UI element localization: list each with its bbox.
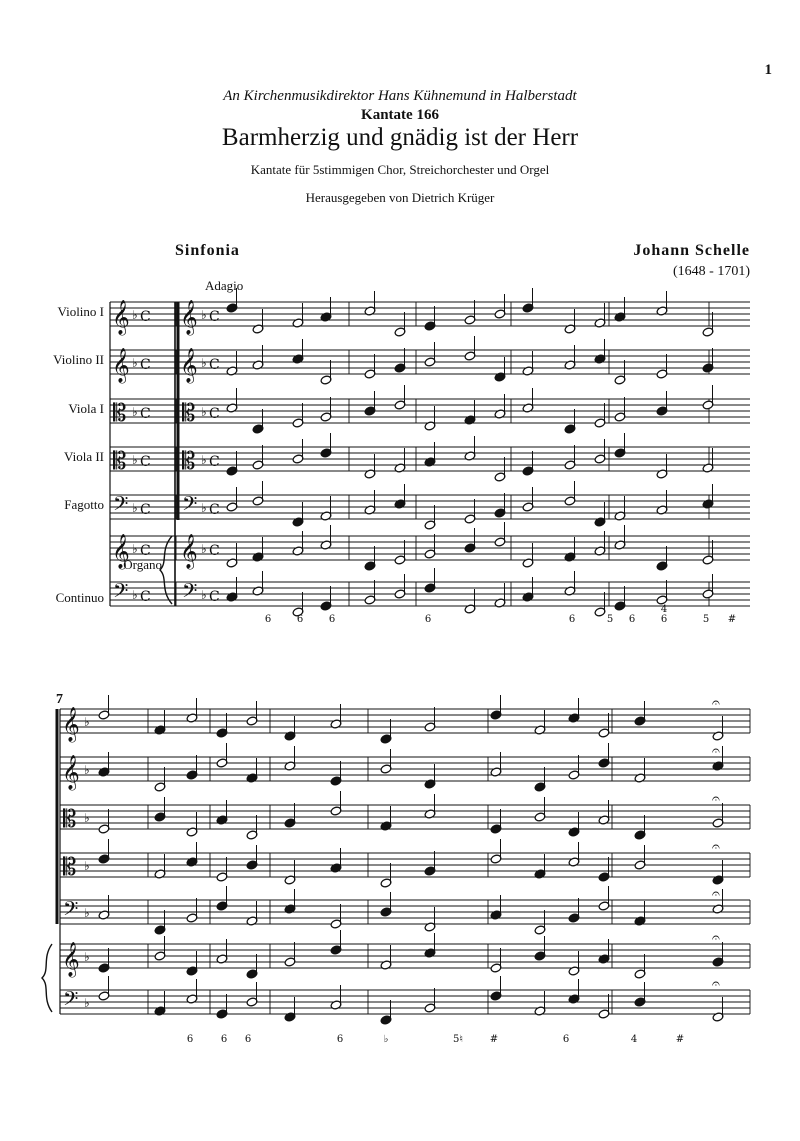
figured-bass-numeral: 4: [660, 604, 668, 615]
treble-clef-icon: 𝄞: [112, 534, 130, 569]
figured-bass-numeral: 6: [296, 614, 304, 625]
dedication: An Kirchenmusikdirektor Hans Kühnemund in Halberstadt: [223, 88, 577, 104]
alto-clef-icon: 𝄡: [182, 399, 196, 427]
flat-icon: ♭: [132, 588, 138, 602]
fermata-icon: 𝄐: [712, 976, 720, 992]
flat-icon: ♭: [132, 405, 138, 419]
fermata-icon: 𝄐: [712, 695, 720, 711]
label-violino-2: Violino II: [53, 352, 104, 367]
alto-clef-icon: 𝄡: [113, 447, 127, 475]
alto-clef-icon: 𝄡: [113, 399, 127, 427]
treble-clef-icon: 𝄞: [180, 300, 198, 335]
treble-clef-icon: 𝄞: [112, 348, 130, 383]
figured-bass-numeral: 6: [568, 614, 576, 625]
flat-icon: ♭: [84, 763, 90, 777]
common-time-icon: C: [209, 502, 220, 518]
bass-clef-icon: 𝄢: [63, 987, 79, 1015]
common-time-icon: C: [140, 406, 151, 422]
figured-bass-numeral: 6: [186, 1034, 194, 1045]
alto-clef-icon: 𝄡: [182, 447, 196, 475]
figured-bass-numeral: 6: [220, 1034, 228, 1045]
flat-icon: ♭: [132, 501, 138, 515]
common-time-icon: C: [140, 502, 151, 518]
common-time-icon: C: [140, 454, 151, 470]
editor-credit: Herausgegeben von Dietrich Krüger: [305, 190, 495, 205]
figured-bass-numeral: 6: [628, 614, 636, 625]
fermata-icon: 𝄐: [712, 743, 720, 759]
fermata-icon: 𝄐: [712, 839, 720, 855]
common-time-icon: C: [209, 454, 220, 470]
treble-clef-icon: 𝄞: [62, 707, 80, 742]
flat-icon: ♭: [132, 356, 138, 370]
organ-brace: [42, 944, 52, 1012]
alto-clef-icon: 𝄡: [63, 853, 77, 881]
cantata-title: Barmherzig und gnädig ist der Herr: [221, 124, 579, 151]
flat-icon: ♭: [84, 811, 90, 825]
fermata-icon: 𝄐: [712, 930, 720, 946]
bass-clef-icon: 𝄢: [113, 492, 129, 520]
flat-icon: ♭: [132, 542, 138, 556]
figured-bass-numeral: 6: [264, 614, 272, 625]
figured-bass-numeral: 5♮: [453, 1034, 463, 1045]
treble-clef-icon: 𝄞: [180, 348, 198, 383]
treble-clef-icon: 𝄞: [180, 534, 198, 569]
flat-icon: ♭: [201, 405, 207, 419]
common-time-icon: C: [140, 589, 151, 605]
alto-clef-icon: 𝄡: [63, 805, 77, 833]
figured-bass-numeral: 6: [328, 614, 336, 625]
common-time-icon: C: [209, 543, 220, 559]
figured-bass-numeral: #: [727, 614, 737, 625]
flat-icon: ♭: [201, 588, 207, 602]
flat-icon: ♭: [84, 715, 90, 729]
flat-icon: ♭: [132, 453, 138, 467]
common-time-icon: C: [209, 589, 220, 605]
figured-bass-numeral: 6: [244, 1034, 252, 1045]
tempo-marking: Adagio: [205, 278, 244, 293]
flat-icon: ♭: [84, 859, 90, 873]
flat-icon: ♭: [201, 501, 207, 515]
cantata-subtitle: Kantate für 5stimmigen Chor, Streichorchester und Orgel: [250, 162, 550, 177]
common-time-icon: C: [140, 309, 151, 325]
figured-bass-numeral: 6: [336, 1034, 344, 1045]
common-time-icon: C: [209, 309, 220, 325]
flat-icon: ♭: [201, 453, 207, 467]
label-fagotto: Fagotto: [64, 497, 104, 512]
figured-bass-numeral: #: [489, 1034, 499, 1045]
treble-clef-icon: 𝄞: [62, 942, 80, 977]
figured-bass-numeral: 6: [660, 614, 668, 625]
figured-bass-numeral: 4: [630, 1034, 638, 1045]
figured-bass-numeral: 6: [424, 614, 432, 625]
fermata-icon: 𝄐: [712, 791, 720, 807]
figured-bass-numeral: 5: [606, 614, 614, 625]
label-continuo: Continuo: [55, 590, 104, 605]
common-time-icon: C: [209, 357, 220, 373]
flat-icon: ♭: [201, 356, 207, 370]
fermata-icon: 𝄐: [712, 886, 720, 902]
label-viola-2: Viola II: [63, 449, 104, 464]
flat-icon: ♭: [84, 950, 90, 964]
figured-bass-numeral: ♭: [383, 1034, 389, 1045]
bass-clef-icon: 𝄢: [182, 492, 198, 520]
common-time-icon: C: [140, 543, 151, 559]
label-violino-1: Violino I: [57, 304, 104, 319]
kantate-number: Kantate 166: [361, 107, 439, 123]
bass-clef-icon: 𝄢: [63, 897, 79, 925]
figured-bass-numeral: 6: [562, 1034, 570, 1045]
figured-bass-numeral: 5: [702, 614, 710, 625]
treble-clef-icon: 𝄞: [112, 300, 130, 335]
treble-clef-icon: 𝄞: [62, 755, 80, 790]
flat-icon: ♭: [132, 308, 138, 322]
common-time-icon: C: [209, 406, 220, 422]
composer-name: Johann Schelle: [633, 242, 750, 259]
composer-dates: (1648 - 1701): [673, 264, 750, 279]
flat-icon: ♭: [201, 308, 207, 322]
movement-title: Sinfonia: [175, 242, 240, 259]
label-organo: Organo: [123, 557, 162, 572]
flat-icon: ♭: [201, 542, 207, 556]
system-2-measure-number: 7: [56, 692, 63, 707]
label-viola-1: Viola I: [68, 401, 104, 416]
figured-bass-numeral: #: [675, 1034, 685, 1045]
common-time-icon: C: [140, 357, 151, 373]
page-number: 1: [764, 62, 772, 78]
flat-icon: ♭: [84, 906, 90, 920]
flat-icon: ♭: [84, 996, 90, 1010]
bass-clef-icon: 𝄢: [113, 579, 129, 607]
bass-clef-icon: 𝄢: [182, 579, 198, 607]
